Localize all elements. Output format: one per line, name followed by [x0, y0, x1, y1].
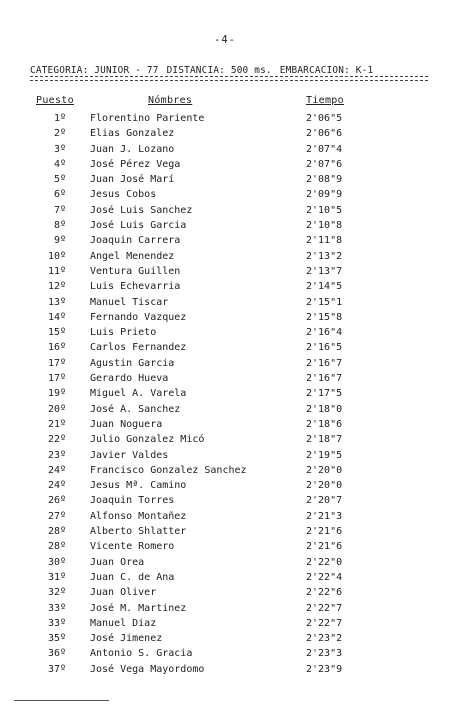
name-cell: Juan C. de Ana [90, 571, 175, 583]
time-cell: 2'17"5 [306, 388, 343, 400]
result-row [0, 128, 450, 143]
result-row [0, 251, 450, 266]
name-cell: Juan José Marí [90, 174, 175, 186]
name-cell: Jesus Mª. Camino [90, 480, 187, 492]
result-row [0, 541, 450, 556]
result-row [0, 633, 450, 648]
name-cell: Carlos Fernandez [90, 342, 187, 354]
name-cell: Vicente Romero [90, 541, 175, 553]
name-cell: Luis Echevarria [90, 281, 181, 293]
position-cell: 24º [47, 480, 66, 492]
name-cell: Fernando Vazquez [90, 311, 187, 323]
result-row [0, 511, 450, 526]
result-row [0, 664, 450, 679]
time-cell: 2'07"6 [306, 158, 343, 170]
result-row [0, 526, 450, 541]
position-cell: 33º [47, 617, 66, 629]
time-cell: 2'16"7 [306, 373, 343, 385]
time-cell: 2'11"8 [306, 235, 343, 247]
result-row [0, 388, 450, 403]
name-cell: José Luis Garcia [90, 220, 187, 232]
result-row [0, 572, 450, 587]
time-cell: 2'15"8 [306, 311, 343, 323]
time-cell: 2'20"0 [306, 464, 343, 476]
name-cell: Gerardo Hueva [90, 373, 169, 385]
categoria-label: CATEGORIA: JUNIOR - 77 [30, 65, 159, 76]
result-row [0, 618, 450, 633]
name-cell: Elias Gonzalez [90, 128, 175, 140]
time-cell: 2'22"7 [306, 617, 343, 629]
position-cell: 28º [47, 541, 66, 553]
result-row [0, 174, 450, 189]
result-row [0, 281, 450, 296]
page-number: -4- [214, 34, 236, 46]
result-row [0, 113, 450, 128]
name-cell: Joaquin Carrera [90, 235, 181, 247]
time-cell: 2'22"4 [306, 571, 343, 583]
time-cell: 2'18"6 [306, 418, 343, 430]
result-row [0, 480, 450, 495]
position-cell: 9º [53, 235, 66, 247]
position-cell: 24º [47, 464, 66, 476]
result-row [0, 297, 450, 312]
time-cell: 2'21"6 [306, 526, 343, 538]
position-cell: 13º [47, 296, 66, 308]
position-cell: 17º [47, 357, 66, 369]
name-cell: Florentino Pariente [90, 113, 205, 124]
position-cell: 22º [47, 434, 66, 446]
name-cell: José M. Martinez [90, 602, 187, 614]
time-cell: 2'22"6 [306, 587, 343, 599]
result-row [0, 144, 450, 159]
header-double-rule [30, 76, 428, 81]
position-cell: 3º [53, 143, 66, 155]
time-cell: 2'08"9 [306, 174, 343, 186]
time-cell: 2'13"2 [306, 250, 343, 262]
name-cell: José Luis Sanchez [90, 204, 193, 216]
time-cell: 2'13"7 [306, 265, 343, 277]
distancia-label: DISTANCIA: 500 ms. [166, 65, 272, 76]
result-row [0, 205, 450, 220]
time-cell: 2'07"4 [306, 143, 343, 155]
result-row [0, 312, 450, 327]
time-cell: 2'16"5 [306, 342, 343, 354]
name-cell: Ventura Guillen [90, 265, 181, 277]
position-cell: 35º [47, 633, 66, 645]
result-row [0, 342, 450, 357]
name-cell: Alfonso Montañez [90, 510, 187, 522]
position-cell: 1º [53, 113, 66, 124]
position-cell: 17º [47, 373, 66, 385]
time-cell: 2'16"4 [306, 327, 343, 339]
position-cell: 30º [47, 556, 66, 568]
position-cell: 2º [53, 128, 66, 140]
position-cell: 5º [53, 174, 66, 186]
name-cell: José Jimenez [90, 633, 163, 645]
position-cell: 37º [47, 663, 66, 675]
column-header-tiempo: Tiempo [306, 95, 344, 106]
time-cell: 2'23"9 [306, 663, 343, 675]
result-row [0, 419, 450, 434]
position-cell: 23º [47, 449, 66, 461]
name-cell: Alberto Shlatter [90, 526, 187, 538]
result-row [0, 434, 450, 449]
time-cell: 2'06"5 [306, 113, 343, 124]
name-cell: Juan Oliver [90, 587, 157, 599]
time-cell: 2'10"5 [306, 204, 343, 216]
name-cell: Julio Gonzalez Micó [90, 434, 205, 446]
name-cell: Francisco Gonzalez Sanchez [90, 464, 247, 476]
name-cell: Luis Prieto [90, 327, 157, 339]
result-row [0, 450, 450, 465]
time-cell: 2'14"5 [306, 281, 343, 293]
position-cell: 16º [47, 342, 66, 354]
position-cell: 36º [47, 648, 66, 660]
name-cell: Joaquin Torres [90, 495, 175, 507]
name-cell: Manuel Tiscar [90, 296, 169, 308]
name-cell: Antonio S. Gracia [90, 648, 193, 660]
name-cell: José A. Sanchez [90, 403, 181, 415]
result-row [0, 327, 450, 342]
result-row [0, 159, 450, 174]
position-cell: 20º [47, 403, 66, 415]
result-row [0, 557, 450, 572]
time-cell: 2'23"2 [306, 633, 343, 645]
time-cell: 2'20"7 [306, 495, 343, 507]
name-cell: Jesus Cobos [90, 189, 157, 201]
position-cell: 15º [47, 327, 66, 339]
column-header-puesto: Puesto [36, 95, 74, 106]
time-cell: 2'22"7 [306, 602, 343, 614]
result-row [0, 648, 450, 663]
name-cell: Juan Orea [90, 556, 145, 568]
result-row [0, 587, 450, 602]
position-cell: 32º [47, 587, 66, 599]
time-cell: 2'23"3 [306, 648, 343, 660]
position-cell: 28º [47, 526, 66, 538]
name-cell: Juan J. Lozano [90, 143, 175, 155]
category-header [30, 65, 430, 76]
position-cell: 19º [47, 388, 66, 400]
time-cell: 2'15"1 [306, 296, 343, 308]
result-row [0, 189, 450, 204]
position-cell: 6º [53, 189, 66, 201]
name-cell: Agustin Garcia [90, 357, 175, 369]
position-cell: 21º [47, 418, 66, 430]
time-cell: 2'18"0 [306, 403, 343, 415]
time-cell: 2'10"8 [306, 220, 343, 232]
time-cell: 2'16"7 [306, 357, 343, 369]
time-cell: 2'21"3 [306, 510, 343, 522]
position-cell: 31º [47, 571, 66, 583]
results-list [0, 113, 450, 679]
position-cell: 33º [47, 602, 66, 614]
time-cell: 2'21"6 [306, 541, 343, 553]
bottom-rule [14, 700, 109, 701]
time-cell: 2'09"9 [306, 189, 343, 201]
position-cell: 8º [53, 220, 66, 232]
result-row [0, 495, 450, 510]
result-row [0, 465, 450, 480]
position-cell: 26º [47, 495, 66, 507]
name-cell: Javier Valdes [90, 449, 169, 461]
embarcacion-label: EMBARCACION: K-1 [279, 65, 374, 76]
name-cell: José Vega Mayordomo [90, 663, 205, 675]
name-cell: Juan Noguera [90, 418, 163, 430]
time-cell: 2'20"0 [306, 480, 343, 492]
time-cell: 2'06"6 [306, 128, 343, 140]
name-cell: Miguel A. Varela [90, 388, 187, 400]
position-cell: 10º [47, 250, 66, 262]
name-cell: José Pérez Vega [90, 158, 181, 170]
name-cell: Manuel Diaz [90, 617, 157, 629]
position-cell: 12º [47, 281, 66, 293]
result-row [0, 603, 450, 618]
result-row [0, 358, 450, 373]
name-cell: Angel Menendez [90, 250, 175, 262]
position-cell: 27º [47, 510, 66, 522]
result-row [0, 404, 450, 419]
result-row [0, 220, 450, 235]
position-cell: 14º [47, 311, 66, 323]
result-row [0, 373, 450, 388]
column-header-nombres: Nómbres [148, 95, 193, 106]
time-cell: 2'18"7 [306, 434, 343, 446]
result-row [0, 235, 450, 250]
position-cell: 11º [47, 265, 66, 277]
time-cell: 2'19"5 [306, 449, 343, 461]
result-row [0, 266, 450, 281]
position-cell: 7º [53, 204, 66, 216]
time-cell: 2'22"0 [306, 556, 343, 568]
position-cell: 4º [53, 158, 66, 170]
